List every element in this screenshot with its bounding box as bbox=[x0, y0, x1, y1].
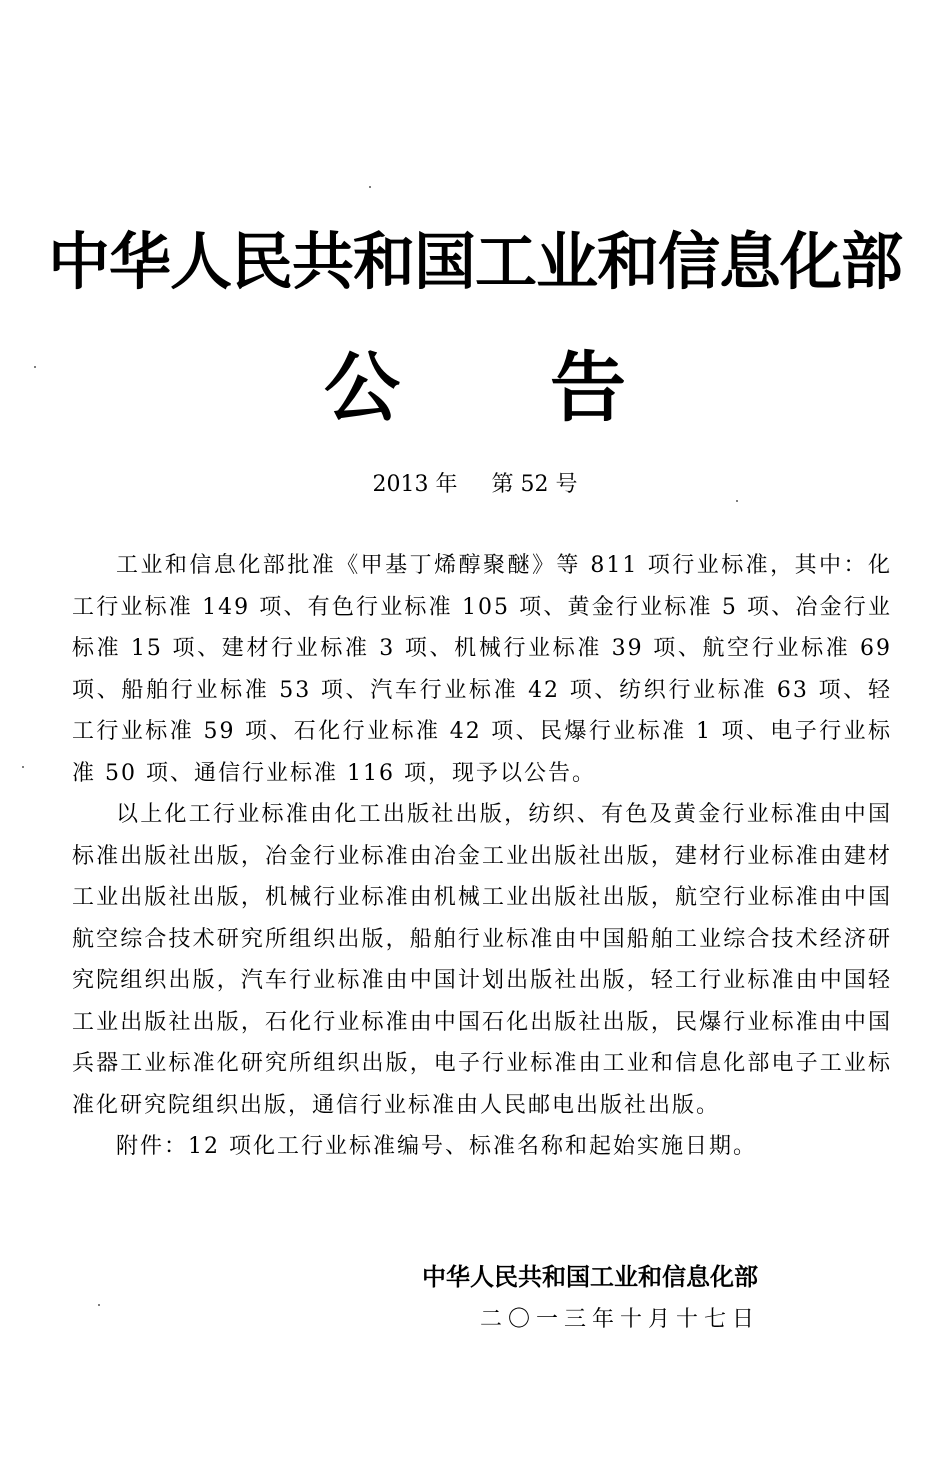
scan-speck bbox=[22, 766, 24, 768]
notice-title bbox=[0, 340, 950, 436]
attachment-note: 附件：12 项化工行业标准编号、标准名称和起始实施日期。 bbox=[116, 1134, 757, 1159]
scan-speck bbox=[34, 366, 36, 368]
body-paragraph-1: 工业和信息化部批准《甲基丁烯醇聚醚》等 811 项行业标准，其中：化工行业标准 149 项、有色行业标准 105 项、黄金行业标准 5 项、冶金行业标准 15 项、建材行业标准 3 项、机械行业标准 39 项、航空行业标准 69 项、船舶行业标准 53 项、汽车行业标准 42 项、纺织行业标准 63 项、轻工行业标准 59 项、石化行业标准 42 项、民爆行业标准 1 项、电子行业标准 50 项、通信行业标准 116 项，现予以公告。 bbox=[72, 553, 892, 786]
notice-body bbox=[72, 545, 892, 1168]
notice-title-right: 告 bbox=[550, 343, 626, 432]
scan-speck bbox=[736, 500, 738, 502]
body-paragraph-2: 以上化工行业标准由化工出版社出版，纺织、有色及黄金行业标准由中国标准出版社出版，冶金行业标准由冶金工业出版社出版，建材行业标准由建材工业出版社出版，机械行业标准由机械工业出版社出版，航空行业标准由中国航空综合技术研究所组织出版，船舶行业标准由中国船舶工业综合技术经济研究院组织出版，汽车行业标准由中国计划出版社出版，轻工行业标准由中国轻工业出版社出版，石化行业标准由中国石化出版社出版，民爆行业标准由中国兵器工业标准化研究所组织出版，电子行业标准由工业和信息化部电子工业标准化研究院组织出版，通信行业标准由人民邮电出版社出版。 bbox=[72, 802, 892, 1118]
scan-speck bbox=[369, 186, 371, 188]
signature-issuer: 中华人民共和国工业和信息化部 bbox=[422, 1263, 758, 1291]
document-year: 2013 年 bbox=[372, 472, 458, 497]
scan-speck bbox=[98, 1304, 100, 1306]
signature-date: 二〇一三年十月十七日 bbox=[480, 1307, 761, 1332]
department-title: 中华人民共和国工业和信息化部 bbox=[47, 225, 902, 298]
document-number bbox=[0, 468, 950, 502]
document-issue-number: 第 52 号 bbox=[491, 472, 578, 497]
notice-title-left: 公 bbox=[324, 343, 400, 432]
